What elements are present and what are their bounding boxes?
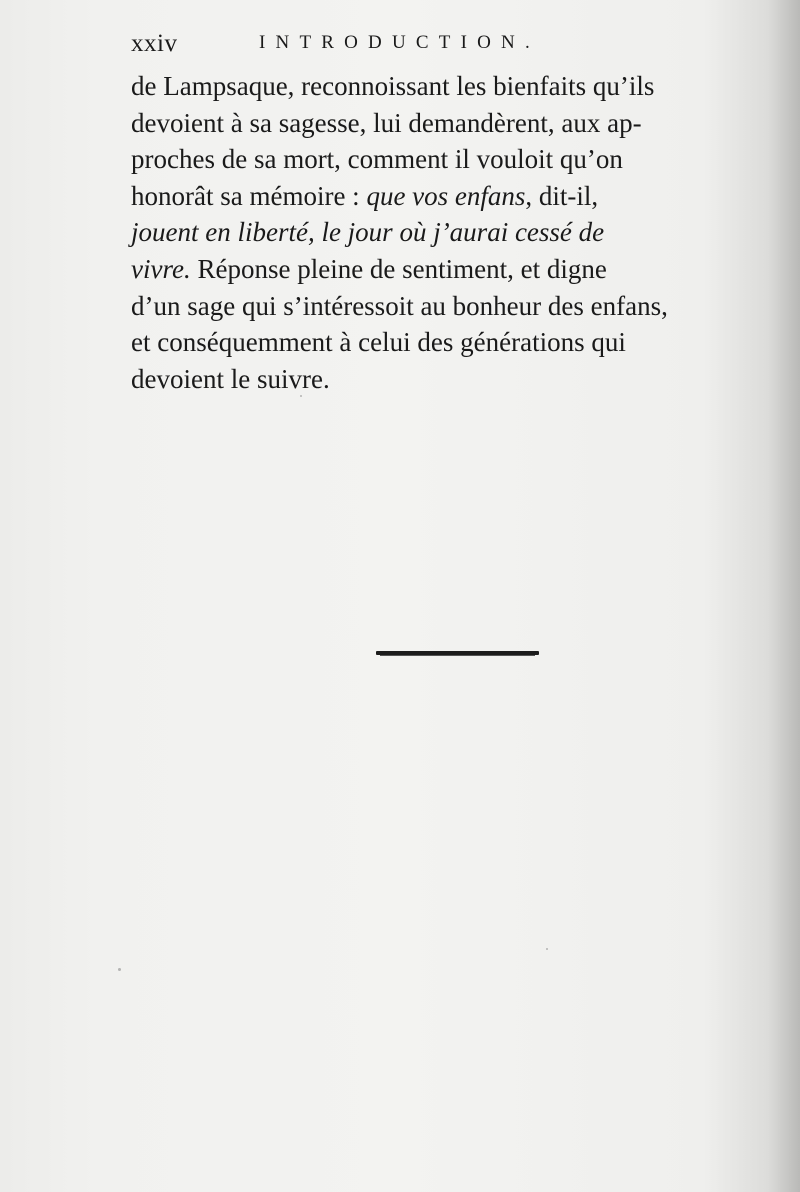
line-text: et conséquemment à celui des générations qui — [131, 327, 626, 358]
running-title: INTRODUCTION. — [259, 32, 540, 53]
text-line — [131, 68, 761, 105]
text-line — [131, 214, 761, 251]
roman-segment: Réponse pleine de sentiment, et digne — [190, 253, 607, 284]
text-line — [131, 288, 761, 325]
paper-speck — [546, 948, 548, 950]
line-text: devoient à sa sagesse, lui demandèrent, aux ap- — [131, 107, 642, 138]
italic-quote: jouent en liberté, le jour où j’aurai cessé de — [131, 217, 605, 248]
text-line — [131, 178, 761, 215]
line-text: de Lampsaque, reconnoissant les bienfaits qu’ils — [131, 71, 655, 101]
line-text: devoient le suivre. — [131, 363, 330, 394]
text-line — [131, 105, 761, 142]
line-text: d’un sage qui s’intéressoit au bonheur des enfans, — [131, 290, 668, 321]
italic-quote: que vos enfans — [366, 180, 526, 211]
roman-segment: honorât sa mémoire : — [131, 180, 367, 211]
line-text: proches de sa mort, comment il vouloit qu’on — [131, 144, 623, 175]
page-header — [131, 28, 761, 64]
section-divider-rule — [376, 651, 539, 655]
paper-speck — [300, 395, 302, 397]
text-line — [131, 251, 761, 288]
italic-quote: vivre. — [131, 253, 191, 284]
body-paragraph — [131, 68, 761, 397]
roman-segment: , dit-il, — [525, 180, 599, 211]
show-through-text — [120, 390, 760, 1050]
line-text — [131, 251, 607, 288]
paper-speck — [118, 968, 121, 971]
page-number: xxiv — [131, 30, 178, 57]
text-line — [131, 324, 761, 361]
line-text — [131, 178, 598, 215]
text-line — [131, 361, 761, 398]
text-line — [131, 141, 761, 178]
